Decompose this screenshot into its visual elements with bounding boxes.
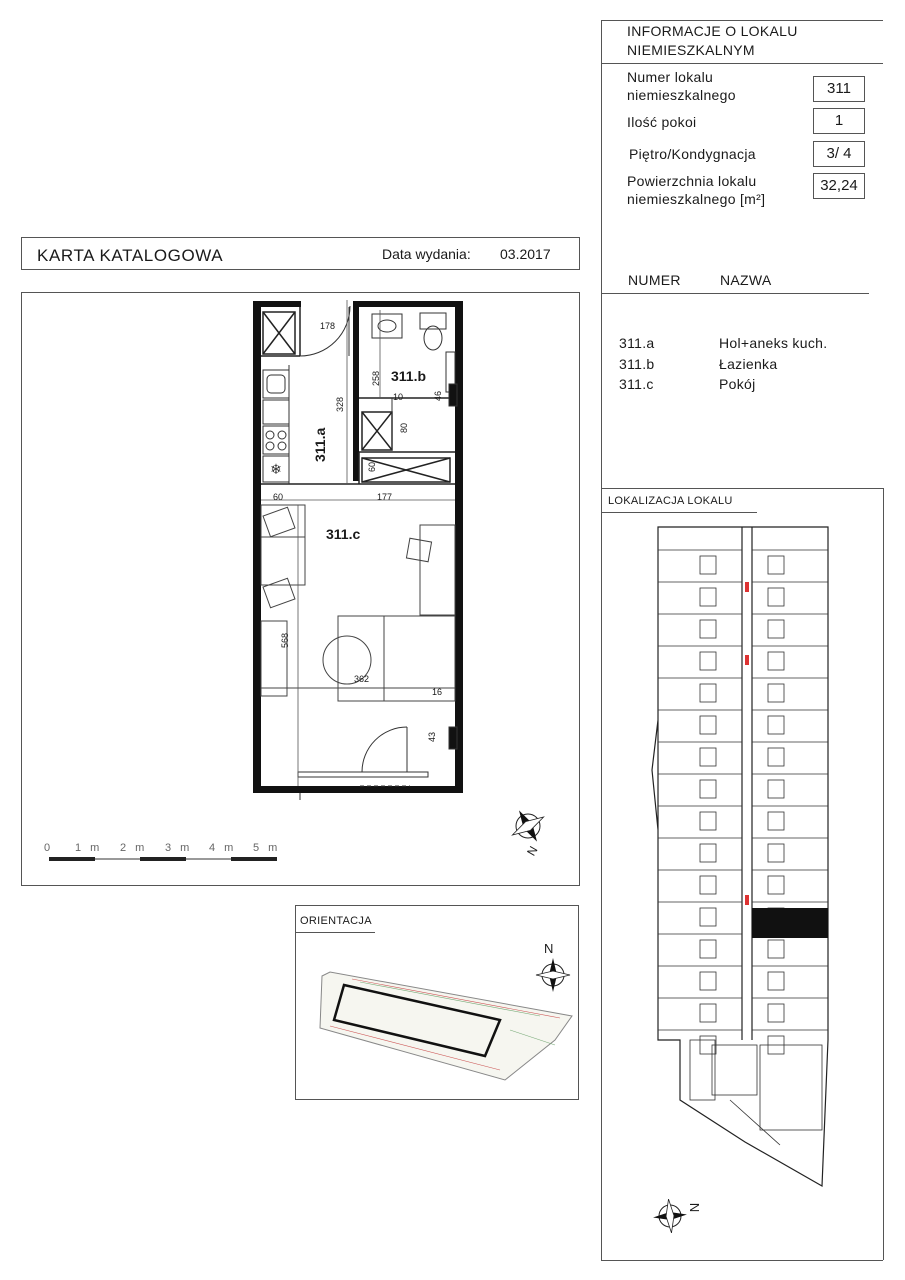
- location-title: LOKALIZACJA LOKALU: [608, 495, 733, 507]
- scale-label: 0: [44, 842, 51, 854]
- unit-bathroom: [700, 1004, 716, 1022]
- dimension-label: 568: [280, 632, 290, 648]
- unit-bathroom: [700, 940, 716, 958]
- info-value-box: 311: [813, 76, 865, 102]
- card-title: KARTA KATALOGOWA: [37, 246, 224, 265]
- rooms-col-name: NAZWA: [720, 272, 772, 288]
- location-compass-icon: [650, 1196, 690, 1236]
- dimension-label: 177: [377, 492, 393, 502]
- date-value: 03.2017: [500, 246, 551, 262]
- unit-bathroom: [700, 620, 716, 638]
- unit-bathroom: [700, 844, 716, 862]
- unit-bathroom: [768, 620, 784, 638]
- dimension-label: 10: [393, 392, 404, 402]
- dimension-label: 362: [354, 674, 370, 684]
- room-number: 311.b: [619, 356, 655, 372]
- unit-bathroom: [768, 940, 784, 958]
- dimension-label: 43: [427, 731, 437, 742]
- unit-bathroom: [700, 716, 716, 734]
- scale-label: 3 m: [165, 842, 193, 854]
- unit-bathroom: [768, 972, 784, 990]
- unit-bathroom: [768, 748, 784, 766]
- unit-bathroom: [700, 876, 716, 894]
- dimension-label: 80: [399, 422, 409, 433]
- unit-bathroom: [700, 652, 716, 670]
- room-name: Łazienka: [719, 356, 778, 372]
- dimension-label: 46: [433, 390, 443, 401]
- dimension-label: 328: [335, 396, 345, 412]
- room-number: 311.a: [619, 335, 655, 351]
- unit-bathroom: [700, 908, 716, 926]
- plan-compass-letter: N: [524, 843, 541, 859]
- dimension-label: 16: [432, 687, 443, 697]
- scale-label: 1 m: [75, 842, 103, 854]
- unit-bathroom: [700, 748, 716, 766]
- unit-bathroom: [700, 972, 716, 990]
- orientation-title: ORIENTACJA: [300, 915, 372, 927]
- info-value-box: 32,24: [813, 173, 865, 199]
- info-row-label: Piętro/Kondygnacja: [629, 146, 756, 162]
- unit-bathroom: [768, 684, 784, 702]
- rooms-col-number: NUMER: [628, 272, 681, 288]
- scale-label: 4 m: [209, 842, 237, 854]
- unit-bathroom: [768, 780, 784, 798]
- unit-bathroom: [700, 780, 716, 798]
- dimension-label: 178: [320, 321, 336, 331]
- room-label-a: 311.a: [312, 427, 328, 462]
- svg-text:❄: ❄: [270, 461, 282, 477]
- orientation-compass-letter: N: [544, 941, 554, 956]
- info-heading-line1: INFORMACJE O LOKALU: [627, 23, 798, 39]
- date-label: Data wydania:: [382, 246, 471, 262]
- unit-bathroom: [768, 716, 784, 734]
- scale-label: 5 m: [253, 842, 281, 854]
- unit-bathroom: [768, 812, 784, 830]
- unit-bathroom: [768, 652, 784, 670]
- dimension-label: 60: [367, 461, 377, 472]
- room-name: Hol+aneks kuch.: [719, 335, 828, 351]
- room-number: 311.c: [619, 376, 654, 392]
- info-row-label-line: Numer lokalu: [627, 69, 714, 85]
- unit-bathroom: [768, 876, 784, 894]
- unit-bathroom: [700, 556, 716, 574]
- info-heading-line2: NIEMIESZKALNYM: [627, 42, 755, 58]
- info-row-label-line: Powierzchnia lokalu: [627, 173, 757, 189]
- unit-bathroom: [700, 588, 716, 606]
- room-label-b: 311.b: [391, 368, 427, 384]
- info-row-label-line: niemieszkalnego: [627, 87, 736, 103]
- dimension-label: 60: [273, 492, 284, 502]
- unit-bathroom: [768, 588, 784, 606]
- room-name: Pokój: [719, 376, 756, 392]
- unit-bathroom: [768, 1004, 784, 1022]
- info-value-box: 1: [813, 108, 865, 134]
- unit-bathroom: [768, 844, 784, 862]
- info-row-label-line: niemieszkalnego [m²]: [627, 191, 766, 207]
- info-value-box: 3/ 4: [813, 141, 865, 167]
- scale-label: 2 m: [120, 842, 148, 854]
- info-row-label: Ilość pokoi: [627, 114, 697, 130]
- unit-bathroom: [700, 684, 716, 702]
- unit-bathroom: [768, 556, 784, 574]
- unit-bathroom: [700, 812, 716, 830]
- room-label-c: 311.c: [326, 526, 361, 542]
- dimension-label: 258: [371, 370, 381, 386]
- location-compass-letter: N: [687, 1202, 703, 1213]
